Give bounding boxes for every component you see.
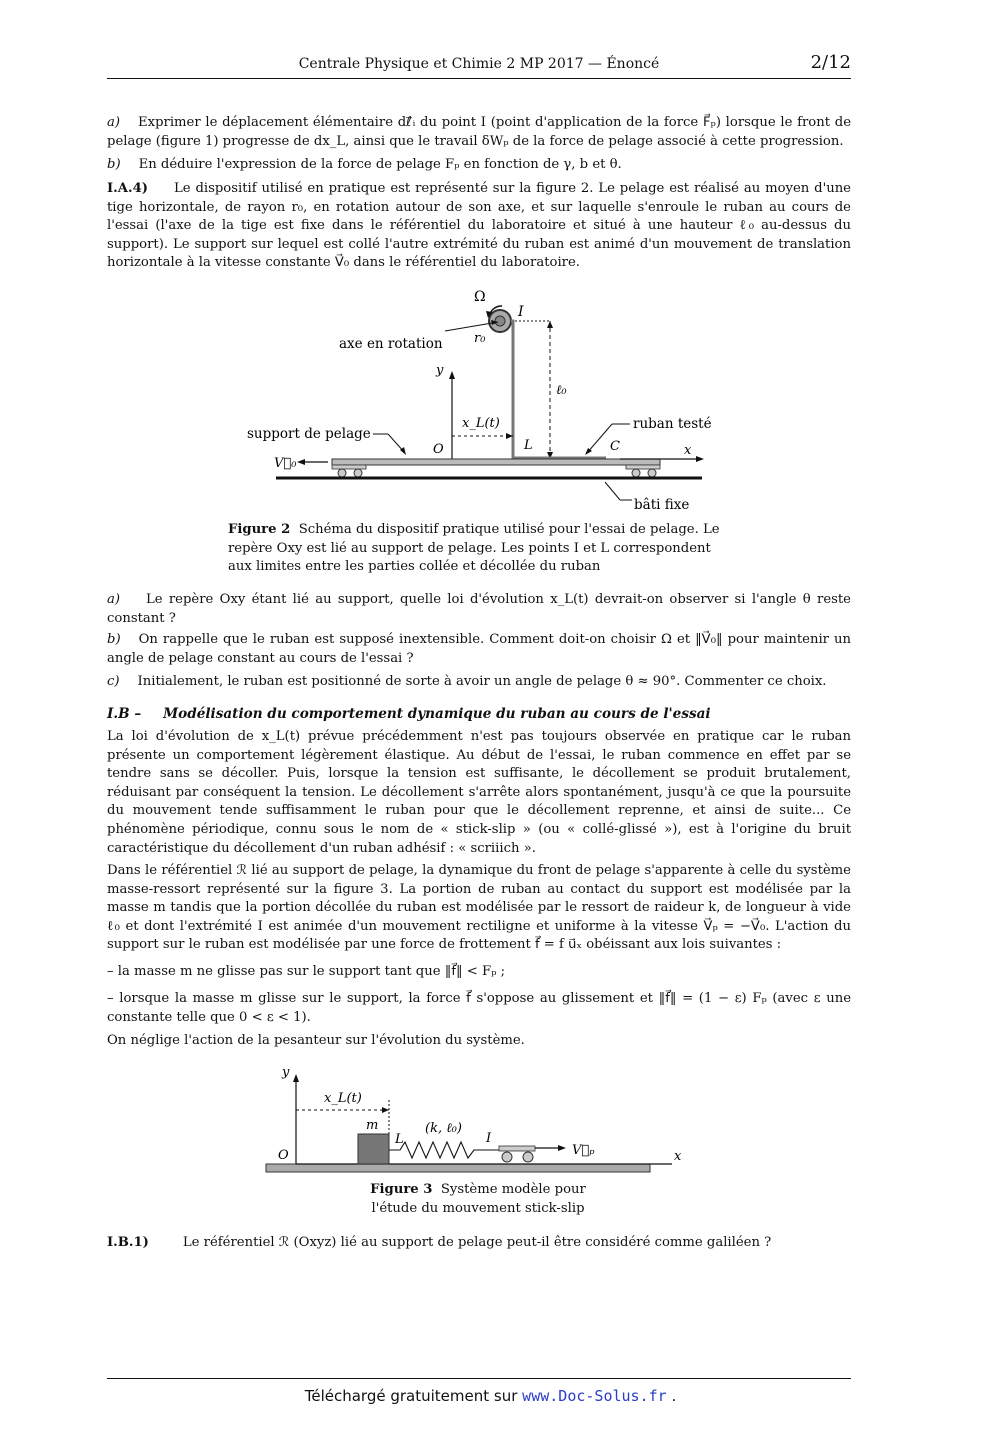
section-ib-heading: I.B – Modélisation du comportement dynamique du ruban au cours de l'essai [107, 706, 711, 722]
support-ground [266, 1164, 650, 1172]
origin-O-label: O [278, 1148, 289, 1163]
question-b-force [107, 156, 851, 175]
Vp-label: V⃗ₚ [572, 1143, 595, 1158]
page-footer: Téléchargé gratuitement sur www.Doc-Solus.fr . [304, 1387, 677, 1405]
point-L-label: L [395, 1132, 404, 1147]
spring [389, 1142, 499, 1158]
question-c-angle: c) Initialement, le ruban est positionné de sorte à avoir un angle de pelage θ ≈ 90°. Commenter ce choix. [107, 674, 827, 689]
point-C-label: C [610, 439, 620, 454]
question-text: Exprimer le déplacement élémentaire dℓ⃗ᵢ du point I (point d'application de la force F⃗ₚ) lorsque le front de pelage (figure 1) progresse de dx_L, ainsi que le travail δWₚ de la force de pelage associé à cette progression. [107, 115, 851, 149]
point-I-label: I [518, 304, 524, 320]
origin-O-label: O [433, 442, 444, 457]
bullet-static-friction: – la masse m ne glisse pas sur le support tant que ‖f⃗‖ < Fₚ ; [107, 964, 506, 979]
figure-3-diagram [262, 1060, 702, 1178]
axis-rotation-label: axe en rotation [339, 336, 443, 352]
question-label: b) [107, 157, 121, 172]
paragraph-stick-slip: La loi d'évolution de x_L(t) prévue précédemment n'est pas toujours observée en pratique car le ruban présente un comportement légèrement élastique. Au début de l'essai, le ruban commence en effet par se tendre sans se décoller. Puis, lorsque la tension est suffisante, le décollement se produit brutalement, réduisant par conséquent la tension. Le décollement s'arrête alors spontanément, jusqu'à ce que la poursuite du mouvement tende suffisamment le ruban pour que le décollement reprenne, et ainsi de suite... Ce phénomène périodique, connu sous le nom de « stick-slip » (ou « collé-glissé »), est à l'origine du bruit caractéristique du décollement d'un ruban adhésif : « scriiich ». [107, 729, 851, 856]
question-b-omega: b) On rappelle que le ruban est supposé inextensible. Comment doit-on choisir Ω et ‖V⃗₀‖ pour maintenir un angle de pelage constant au cours de l'essai ? [107, 632, 851, 666]
support-label: support de pelage [247, 426, 371, 442]
figure-3-caption: Figure 3 Système modèle pour l'étude du mouvement stick-slip [370, 1182, 586, 1216]
mass-label: m [366, 1118, 379, 1133]
question-label: a) [107, 115, 121, 130]
support-plate [332, 459, 660, 465]
page-header [107, 52, 851, 79]
y-axis-label: y [436, 363, 444, 378]
point-L-label: L [524, 438, 533, 453]
V0-label: V⃗₀ [274, 456, 297, 471]
question-ib1: I.B.1) Le référentiel ℛ (Oxyz) lié au support de pelage peut-il être considéré comme galiléen ? [107, 1235, 772, 1250]
bullet-sliding-friction: – lorsque la masse m glisse sur le support, la force f⃗ s'oppose au glissement et ‖f⃗‖ = (1 − ε) Fₚ (avec ε une constante telle que 0 < ε < 1). [107, 991, 851, 1025]
header-title: Centrale Physique et Chimie 2 MP 2017 — Énoncé [298, 56, 660, 72]
paragraph-model: Dans le référentiel ℛ lié au support de pelage, la dynamique du front de pelage s'apparente à celle du système masse-ressort représenté sur la figure 3. La portion de ruban au contact du support est modélisée par la masse m tandis que la portion décollée du ruban est modélisée par le ressort de raideur k, de longueur à vide ℓ₀ et dont l'extrémité I est animée d'un mouvement rectiligne et uniforme à la vitesse V⃗ₚ = −V⃗₀. L'action du support sur le ruban est modélisée par une force de frottement f⃗ = f u⃗ₓ obéissant aux lois suivantes : [107, 863, 851, 953]
question-a-work [107, 114, 851, 151]
fixed-frame-label: bâti fixe [634, 497, 690, 513]
page-number: 2/12 [810, 52, 851, 73]
question-label: I.A.4) [107, 181, 148, 196]
xL-label: x_L(t) [462, 416, 500, 431]
point-I-label: I [486, 1131, 492, 1146]
ribbon-label: ruban testé [633, 416, 712, 432]
r0-label: r₀ [474, 331, 486, 346]
doc-solus-link[interactable]: www.Doc-Solus.fr [522, 1387, 667, 1405]
mass-block [358, 1134, 389, 1164]
figure-2-caption: Figure 2 Schéma du dispositif pratique utilisé pour l'essai de pelage. Le repère Oxy est lié au support de pelage. Les points I et L correspondent aux limites entre les parties collée et décollée du ruban [228, 522, 720, 575]
section-ia4 [107, 180, 851, 273]
cart [499, 1146, 535, 1151]
xL-label: x_L(t) [324, 1091, 362, 1106]
question-text: En déduire l'expression de la force de pelage Fₚ en fonction de γ, b et θ. [138, 157, 622, 172]
question-text: Le dispositif utilisé en pratique est représenté sur la figure 2. Le pelage est réalisé au moyen d'une tige horizontale, de rayon r₀, en rotation autour de son axe, et sur laquelle s'enroule le ruban au cours de l'essai (l'axe de la tige est fixe dans le référentiel du laboratoire et situé à une hauteur ℓ₀ au-dessus du support). Le support sur lequel est collé l'autre extrémité du ruban est animé d'un mouvement de translation horizontale à la vitesse constante V⃗₀ dans le référentiel du laboratoire. [107, 181, 851, 271]
footer-divider [107, 1378, 851, 1379]
spring-label: (k, ℓ₀) [425, 1121, 462, 1136]
x-axis-label: x [674, 1149, 682, 1164]
x-axis-label: x [684, 443, 692, 458]
paragraph-gravity: On néglige l'action de la pesanteur sur l'évolution du système. [107, 1033, 525, 1048]
figure-2-diagram [240, 284, 740, 516]
y-axis-label: y [282, 1065, 290, 1080]
omega-label: Ω [474, 289, 486, 305]
l0-label: ℓ₀ [556, 383, 567, 398]
question-a-law: a) Le repère Oxy étant lié au support, quelle loi d'évolution x_L(t) devrait-on observer si l'angle θ reste constant ? [107, 592, 851, 626]
